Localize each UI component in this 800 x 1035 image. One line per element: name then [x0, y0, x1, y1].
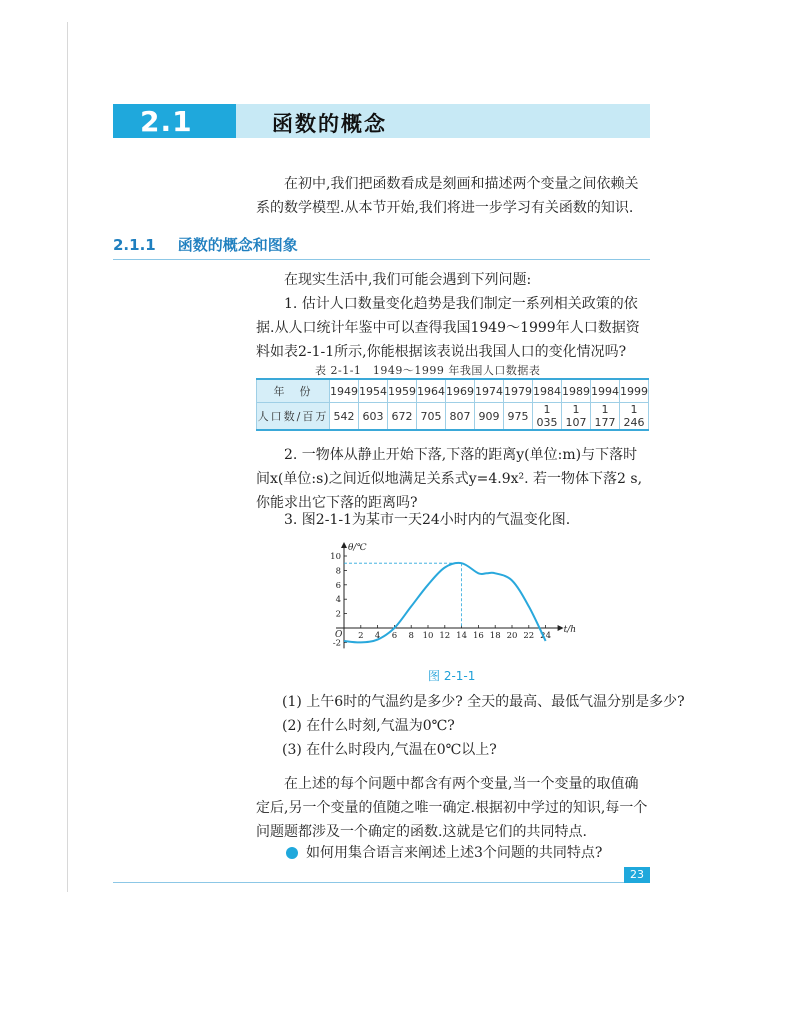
section-title: 函数的概念	[272, 111, 387, 136]
x-tick-label: 24	[540, 631, 552, 641]
x-tick-label: 6	[391, 631, 398, 641]
y-axis-label: θ/℃	[348, 543, 367, 553]
table-cell: 1979	[504, 379, 533, 403]
origin-label: O	[335, 630, 343, 640]
table-cell: 1969	[446, 379, 475, 403]
x-tick-label: 12	[439, 631, 451, 641]
table-cell: 1 177	[591, 403, 620, 431]
table-cell: 1999	[620, 379, 649, 403]
table-cell: 542	[330, 403, 359, 431]
population-table	[256, 378, 649, 431]
table-cell: 1954	[359, 379, 388, 403]
table-cell: 705	[417, 403, 446, 431]
table-cell: 909	[475, 403, 504, 431]
y-axis-arrow-icon	[341, 542, 347, 548]
table-cell: 807	[446, 403, 475, 431]
intro-paragraph: 在初中,我们把函数看成是刻画和描述两个变量之间依赖关系的数学模型.从本节开始,我们将进一步学习有关函数的知识.	[256, 176, 639, 216]
page-edge	[67, 22, 68, 892]
table-cell: 1 246	[620, 403, 649, 431]
table-cell: 1989	[562, 379, 591, 403]
x-tick-label: 4	[374, 631, 381, 641]
subsection-rule	[113, 259, 650, 260]
table-cell: 1 107	[562, 403, 591, 431]
question-2: (2) 在什么时刻,气温为0℃?	[282, 718, 455, 734]
section-number: 2.1	[140, 105, 193, 138]
table-cell: 1959	[388, 379, 417, 403]
table-cell: 1984	[533, 379, 562, 403]
question-1: (1) 上午6时的气温约是多少? 全天的最高、最低气温分别是多少?	[282, 694, 685, 710]
figure-caption: 图 2-1-1	[428, 669, 476, 683]
subsection-heading	[113, 234, 298, 255]
x-tick-label: 18	[489, 631, 501, 641]
table-cell: 1994	[591, 379, 620, 403]
table-row-years	[257, 379, 649, 403]
table-cell: 1 035	[533, 403, 562, 431]
table-cell: 975	[504, 403, 533, 431]
x-axis-label: t/h	[563, 625, 577, 635]
table-cell: 1974	[475, 379, 504, 403]
y-tick-label: 4	[335, 595, 341, 606]
y-tick-label: 2	[335, 609, 341, 620]
bullet-dot-icon	[286, 847, 298, 859]
page-number: 23	[624, 867, 650, 883]
y-tick-label: -2	[332, 638, 341, 649]
table-caption: 表 2-1-1 1949～1999 年我国人口数据表	[315, 364, 541, 377]
y-tick-label: 6	[335, 580, 341, 591]
y-tick-label: 10	[330, 552, 341, 562]
problem-1: 1. 估计人口数量变化趋势是我们制定一系列相关政策的依据.从人口统计年鉴中可以查得我国1949～1999年人口数据资料如表2-1-1所示,你能根据该表说出我国人口的变化情况吗?	[256, 296, 640, 360]
row-header-year: 年 份	[257, 379, 330, 403]
x-tick-label: 8	[408, 631, 414, 641]
question-3: (3) 在什么时段内,气温在0℃以上?	[282, 742, 497, 758]
table-cell: 672	[388, 403, 417, 431]
temperature-chart	[320, 538, 580, 658]
problem-3: 3. 图2-1-1为某市一天24小时内的气温变化图.	[284, 512, 571, 528]
lead-paragraph: 在现实生活中,我们可能会遇到下列问题:	[284, 272, 532, 288]
summary-paragraph: 在上述的每个问题中都含有两个变量,当一个变量的取值确定后,另一个变量的值随之唯一确定.根据初中学过的知识,每一个问题题都涉及一个确定的函数.这就是它们的共同特点.	[256, 776, 648, 840]
footer-rule	[113, 882, 650, 883]
x-tick-label: 20	[506, 631, 518, 641]
subsection-number: 2.1.1	[113, 236, 156, 254]
subsection-title: 函数的概念和图象	[177, 236, 298, 254]
table-cell: 1964	[417, 379, 446, 403]
y-tick-label: 8	[335, 566, 341, 577]
table-cell: 1949	[330, 379, 359, 403]
x-tick-label: 22	[523, 631, 535, 641]
section-number-box	[113, 104, 236, 138]
table-cell: 603	[359, 403, 388, 431]
row-header-population: 人口数/百万	[257, 403, 330, 431]
problem-2: 2. 一物体从静止开始下落,下落的距离y(单位:m)与下落时间x(单位:s)之间近似地满足关系式y=4.9x². 若一物体下落2 s,你能求出它下落的距离吗?	[256, 447, 643, 511]
x-tick-label: 2	[358, 631, 364, 641]
x-tick-label: 10	[422, 631, 434, 641]
table-row-population	[257, 403, 649, 431]
think-prompt: 如何用集合语言来阐述上述3个问题的共同特点?	[306, 845, 603, 861]
x-tick-label: 14	[456, 631, 468, 641]
x-tick-label: 16	[472, 631, 484, 641]
